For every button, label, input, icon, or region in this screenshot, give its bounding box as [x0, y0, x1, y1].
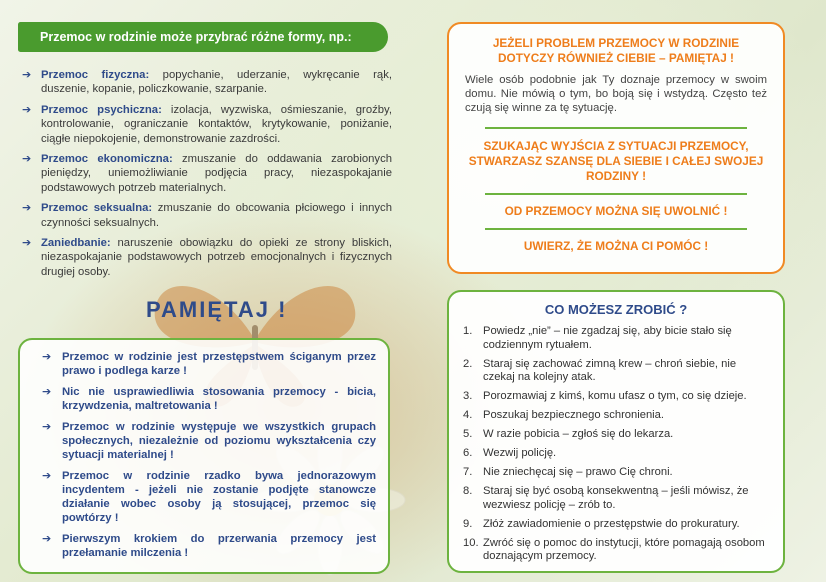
actions-item [463, 466, 769, 480]
arrow-right-icon: ➔ [22, 69, 32, 81]
forms-item [22, 236, 392, 279]
forms-text: izolacja, wyzwiska, ośmieszanie, groźby, kontrolowanie, ograniczanie kontaktów, krytykowanie, poniżanie, ciągłe niepokojenie, demonstrowanie zazdrości. [41, 103, 392, 145]
arrow-right-icon: ➔ [42, 351, 52, 363]
problem-block-1: SZUKAJĄC WYJŚCIA Z SYTUACJI PRZEMOCY, STWARZASZ SZANSĘ DLA SIEBIE I CAŁEJ SWOJEJ RODZINY ! [468, 139, 764, 183]
arrow-right-icon: ➔ [42, 421, 52, 433]
arrow-right-icon: ➔ [42, 470, 52, 482]
divider [485, 193, 747, 195]
divider [485, 228, 747, 230]
forms-term: Przemoc seksualna: [41, 202, 153, 215]
actions-title: CO MOŻESZ ZROBIĆ ? [544, 302, 688, 317]
actions-item [463, 428, 769, 442]
actions-item [463, 409, 769, 423]
arrow-right-icon: ➔ [22, 103, 32, 116]
remember-text: Przemoc w rodzinie jest przestępstwem ściganym przez prawo i podlega karze ! [62, 351, 376, 377]
forms-term: Zaniedbanie: [41, 237, 111, 250]
actions-number: 1. [463, 325, 473, 337]
actions-item [463, 358, 769, 385]
problem-block-3: UWIERZ, ŻE MOŻNA CI POMÓC ! [523, 239, 709, 253]
forms-term: Przemoc ekonomiczna: [41, 153, 173, 166]
actions-text: Złóż zawiadomienie o przestępstwie do prokuratury. [483, 517, 740, 530]
arrow-right-icon: ➔ [22, 202, 32, 215]
remember-list [42, 350, 376, 560]
forms-term: Przemoc psychiczna: [41, 103, 162, 116]
arrow-right-icon: ➔ [42, 386, 52, 398]
actions-item [463, 537, 769, 564]
remember-item [42, 385, 376, 413]
remember-text: Nic nie usprawiedliwia stosowania przemocy - bicia, krzywdzenia, maltretowania ! [62, 386, 376, 412]
actions-number: 3. [463, 390, 473, 403]
actions-number: 8. [463, 485, 473, 498]
actions-list [463, 325, 769, 564]
problem-box [447, 22, 785, 274]
forms-list [22, 68, 392, 285]
forms-item [22, 103, 392, 146]
actions-text: W razie pobicia – zgłoś się do lekarza. [483, 428, 674, 441]
actions-number: 4. [463, 409, 473, 422]
problem-block-2: OD PRZEMOCY MOŻNA SIĘ UWOLNIĆ ! [504, 204, 728, 218]
actions-item [463, 390, 769, 404]
actions-text: Powiedz „nie” – nie zgadzaj się, aby bicie stało się codziennym rytuałem. [483, 325, 732, 351]
remember-box [18, 338, 390, 574]
forms-term: Przemoc fizyczna: [41, 69, 150, 81]
arrow-right-icon: ➔ [42, 533, 52, 545]
forms-text: zmuszanie do obcowania płciowego i innych czynności seksualnych. [41, 202, 392, 229]
forms-item [22, 68, 392, 97]
remember-text: Przemoc w rodzinie rzadko bywa jednorazowym incydentem - jeżeli nie zostanie podjęte stanowcze działanie wobec osoby ją stosującej, przemoc się powtórzy ! [62, 470, 376, 524]
remember-title: PAMIĘTAJ ! [146, 297, 288, 322]
actions-number: 7. [463, 466, 473, 479]
actions-text: Zwróć się o pomoc do instytucji, które pomagają osobom doznającym przemocy. [483, 536, 765, 563]
actions-text: Staraj się być osobą konsekwentną – jeśli mówisz, że wezwiesz policję – zrób to. [483, 485, 749, 511]
arrow-right-icon: ➔ [22, 237, 32, 250]
forms-item [22, 201, 392, 230]
actions-item [463, 518, 769, 532]
remember-item [42, 532, 376, 560]
actions-text: Nie zniechęcaj się – prawo Cię chroni. [483, 466, 673, 479]
remember-item [42, 350, 376, 378]
remember-item [42, 420, 376, 462]
actions-number: 6. [463, 447, 473, 460]
remember-text: Przemoc w rodzinie występuje we wszystkich grupach społecznych, niezależnie od poziomu wykształcenia czy sytuacji materialnej ! [62, 421, 376, 461]
forms-heading: Przemoc w rodzinie może przybrać różne formy, np.: [40, 30, 352, 44]
forms-item [22, 152, 392, 195]
actions-number: 2. [463, 357, 473, 370]
remember-text: Pierwszym krokiem do przerwania przemocy jest przełamanie milczenia ! [62, 533, 376, 559]
problem-heading: JEŻELI PROBLEM PRZEMOCY W RODZINIE DOTYCZY RÓWNIEŻ CIEBIE – PAMIĘTAJ ! [492, 36, 740, 65]
forms-text: zmuszanie do oddawania zarobionych pieniędzy, uniemożliwianie podjęcia pracy, niezaspokajanie podstawowych potrzeb materialnych. [41, 153, 392, 194]
actions-number: 9. [463, 517, 473, 530]
divider [485, 127, 747, 129]
actions-number: 10. [463, 536, 479, 549]
arrow-right-icon: ➔ [22, 153, 32, 166]
remember-item [42, 469, 376, 525]
actions-text: Staraj się zachować zimną krew – chroń siebie, nie czekaj na kolejny atak. [483, 357, 737, 384]
forms-text: popychanie, uderzanie, wykręcanie rąk, duszenie, kopanie, policzkowanie, szarpanie. [41, 69, 392, 96]
forms-heading-banner [18, 22, 388, 52]
actions-text: Porozmawiaj z kimś, komu ufasz o tym, co się dzieje. [483, 390, 747, 403]
actions-text: Wezwij policję. [483, 447, 557, 460]
actions-item [463, 325, 769, 352]
forms-text: naruszenie obowiązku do opieki ze strony bliskich, niezaspokajanie podstawowych potrzeb emocjonalnych i fizycznych drugiej osoby. [41, 237, 392, 278]
problem-paragraph: Wiele osób podobnie jak Ty doznaje przemocy w swoim domu. Nie mówią o tym, bo boją się i wstydzą. Często też czują się winne za tę sytuację. [465, 74, 767, 114]
actions-text: Poszukaj bezpiecznego schronienia. [483, 409, 664, 422]
actions-item [463, 447, 769, 461]
actions-box [447, 290, 785, 573]
actions-number: 5. [463, 428, 473, 441]
actions-item [463, 485, 769, 512]
